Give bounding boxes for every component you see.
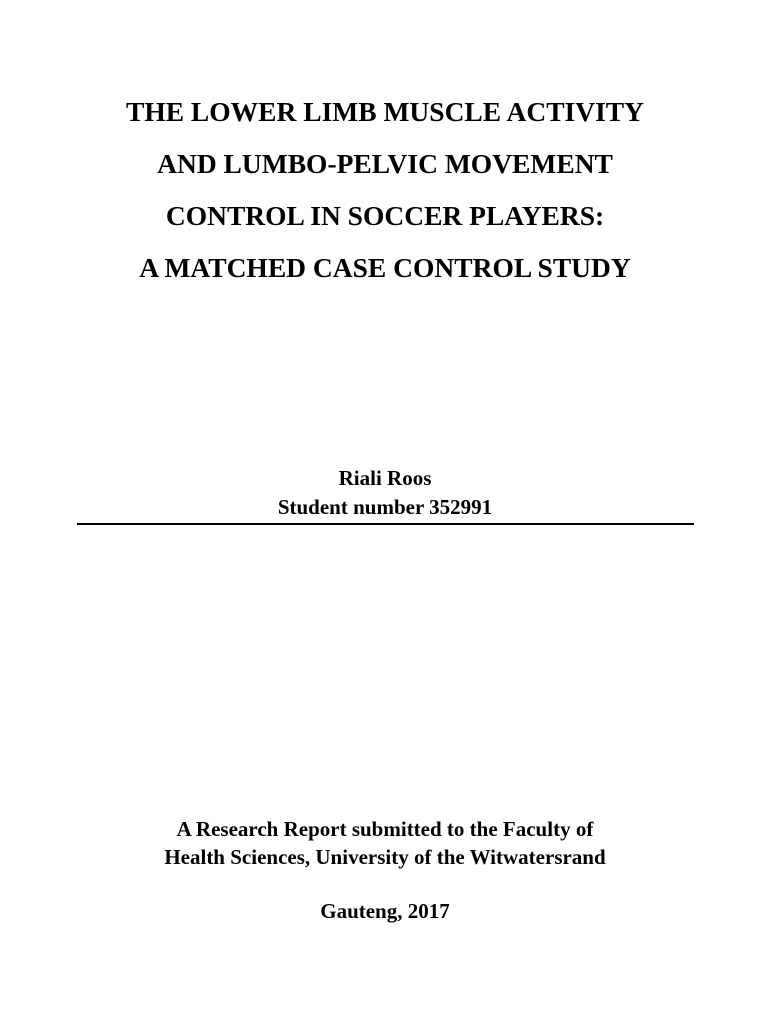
author-info [0, 464, 770, 522]
title-line-1: THE LOWER LIMB MUSCLE ACTIVITY [125, 96, 644, 127]
title-line-4: A MATCHED CASE CONTROL STUDY [139, 252, 631, 283]
title-line-2: AND LUMBO-PELVIC MOVEMENT [157, 148, 613, 179]
student-number: Student number 352991 [277, 495, 493, 519]
horizontal-rule [77, 523, 694, 525]
author-name: Riali Roos [338, 466, 432, 490]
submission-line-1: A Research Report submitted to the Faculty of [176, 817, 594, 841]
title-line-3: CONTROL IN SOCCER PLAYERS: [165, 200, 605, 231]
submission-line-2: Health Sciences, University of the Witwatersrand [164, 845, 606, 869]
report-title [0, 86, 770, 294]
place-and-date: Gauteng, 2017 [320, 899, 450, 923]
submission-statement [0, 815, 770, 871]
